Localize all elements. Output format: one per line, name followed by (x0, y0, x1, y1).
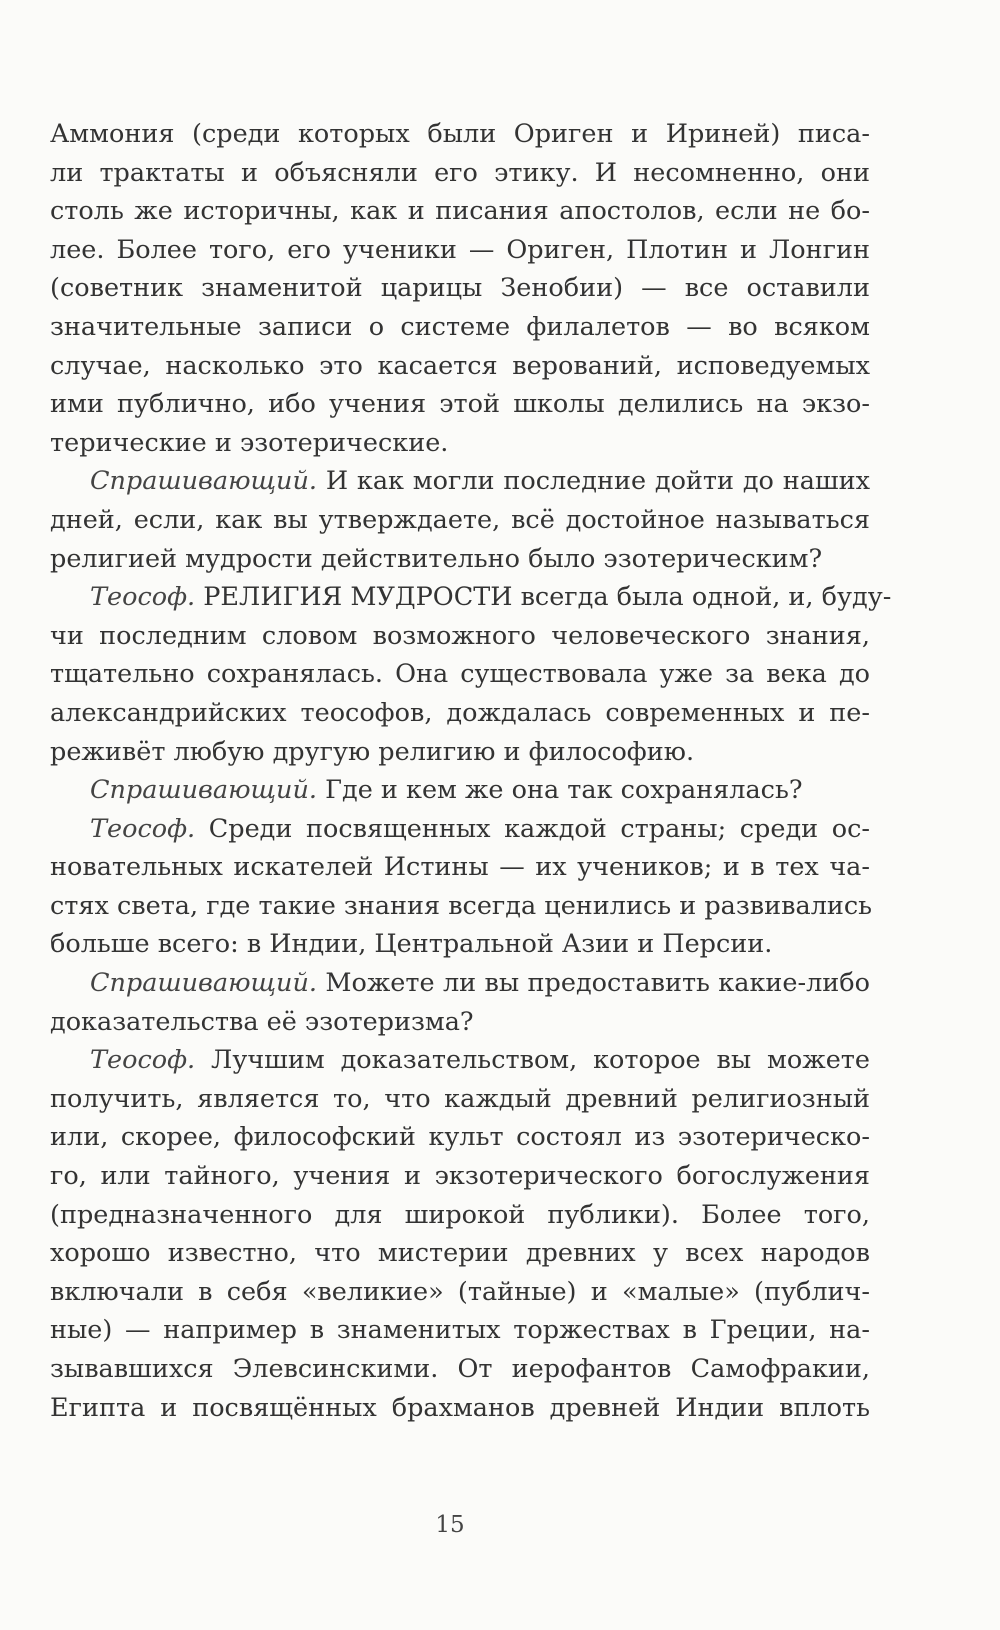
text-line: религией мудрости действительно было эзотерическим? (50, 543, 823, 574)
text-line: реживёт любую другую религию и философию. (50, 736, 695, 767)
text-line: столь же историчны, как и писания апостолов, если не бо- (50, 196, 870, 227)
text-line: го, или тайного, учения и экзотерического богослужения (50, 1161, 870, 1192)
text-line: лее. Более того, его ученики — Ориген, Плотин и Лонгин (50, 234, 870, 265)
text-line: включали в себя «великие» (тайные) и «малые» (публич- (50, 1276, 870, 1307)
text-line: или, скорее, философский культ состоял из эзотерическо- (50, 1122, 870, 1153)
text-line: терические и эзотерические. (50, 427, 449, 458)
text-line: ные) — например в знаменитых торжествах в Греции, на- (50, 1315, 870, 1346)
text-line: стях света, где такие знания всегда ценились и развивались (50, 890, 873, 921)
text-line: тщательно сохранялась. Она существовала уже за века до (50, 659, 870, 690)
speaker-label: Теософ. (90, 1045, 196, 1076)
text-line: значительные записи о системе филалетов — во всяком (50, 311, 870, 342)
text-line: хорошо известно, что мистерии древних у всех народов (50, 1238, 870, 1269)
dialogue-line-questioner: Спрашивающий. Можете ли вы предоставить какие-либо (90, 968, 870, 999)
text-line: (предназначенного для широкой публики). Более того, (50, 1199, 870, 1230)
text-line: дней, если, как вы утверждаете, всё достойное называться (50, 504, 870, 535)
speaker-label: Спрашивающий. (90, 775, 318, 806)
dialogue-line-theosophist: Теософ. Лучшим доказательством, которое вы можете (90, 1045, 870, 1076)
speaker-label: Спрашивающий. (90, 968, 318, 999)
body-text (50, 115, 892, 1427)
text-line: александрийских теософов, дождалась современных и пе- (50, 697, 870, 728)
text-line: зывавшихся Элевсинскими. От иерофантов Самофракии, (50, 1354, 870, 1384)
text-line: доказательства её эзотеризма? (50, 1006, 474, 1037)
dialogue-line-theosophist: Теософ. Среди посвященных каждой страны; среди ос- (90, 813, 870, 844)
dialogue-line-theosophist: Теософ. РЕЛИГИЯ МУДРОСТИ всегда была одной, и, буду- (90, 582, 892, 613)
text-line: больше всего: в Индии, Центральной Азии и Персии. (50, 929, 773, 960)
speaker-label: Спрашивающий. (90, 466, 318, 497)
text-line: чи последним словом возможного человеческого знания, (50, 620, 870, 651)
text-line: ли трактаты и объясняли его этику. И несомненно, они (50, 157, 870, 188)
speaker-label: Теософ. (90, 813, 196, 844)
text-line: (советник знаменитой царицы Зенобии) — все оставили (50, 273, 870, 304)
text-line: ими публично, ибо учения этой школы делились на экзо- (50, 389, 870, 420)
text-line: Египта и посвящённых брахманов древней Индии вплоть (50, 1392, 870, 1423)
text-line: получить, является то, что каждый древний религиозный (50, 1083, 870, 1114)
page-number: 15 (435, 1512, 465, 1538)
dialogue-line-questioner: Спрашивающий. Где и кем же она так сохранялась? (90, 775, 803, 806)
dialogue-line-questioner: Спрашивающий. И как могли последние дойти до наших (90, 466, 870, 497)
text-line: Аммония (среди которых были Ориген и Ириней) писа- (50, 119, 870, 149)
text-line: новательных искателей Истины — их учеников; и в тех ча- (50, 852, 870, 883)
text-line: случае, насколько это касается верований, исповедуемых (50, 350, 870, 381)
speaker-label: Теософ. (90, 582, 196, 613)
